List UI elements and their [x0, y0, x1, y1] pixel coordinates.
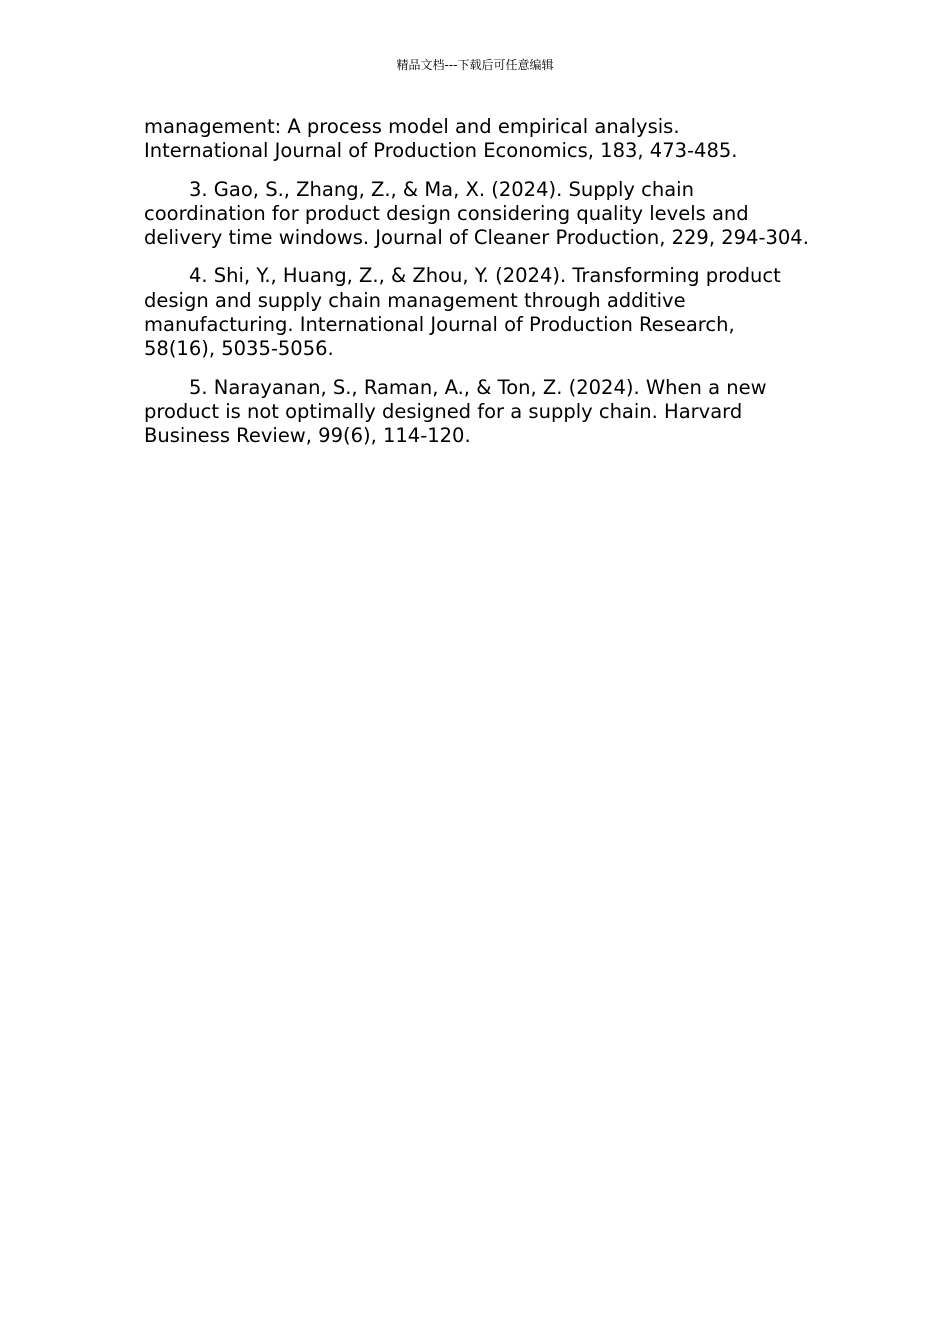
reference-item-4: 4. Shi, Y., Huang, Z., & Zhou, Y. (2024). Transforming product design and supply chain management through additive manufacturing. International Journal of Production Research, 58(16), 5035-5056.	[144, 264, 781, 361]
page-header: 精品文档---下载后可任意编辑	[396, 58, 554, 72]
reference-item-3: 3. Gao, S., Zhang, Z., & Ma, X. (2024). Supply chain coordination for product design considering quality levels and delivery time windows. Journal of Cleaner Production, 229, 294-304.	[144, 177, 809, 250]
reference-item-continued: management: A process model and empirical analysis. International Journal of Production Economics, 183, 473-485.	[144, 115, 738, 163]
reference-item-5: 5. Narayanan, S., Raman, A., & Ton, Z. (2024). When a new product is not optimally designed for a supply chain. Harvard Business Review, 99(6), 114-120.	[144, 375, 767, 448]
reference-list	[144, 115, 810, 463]
